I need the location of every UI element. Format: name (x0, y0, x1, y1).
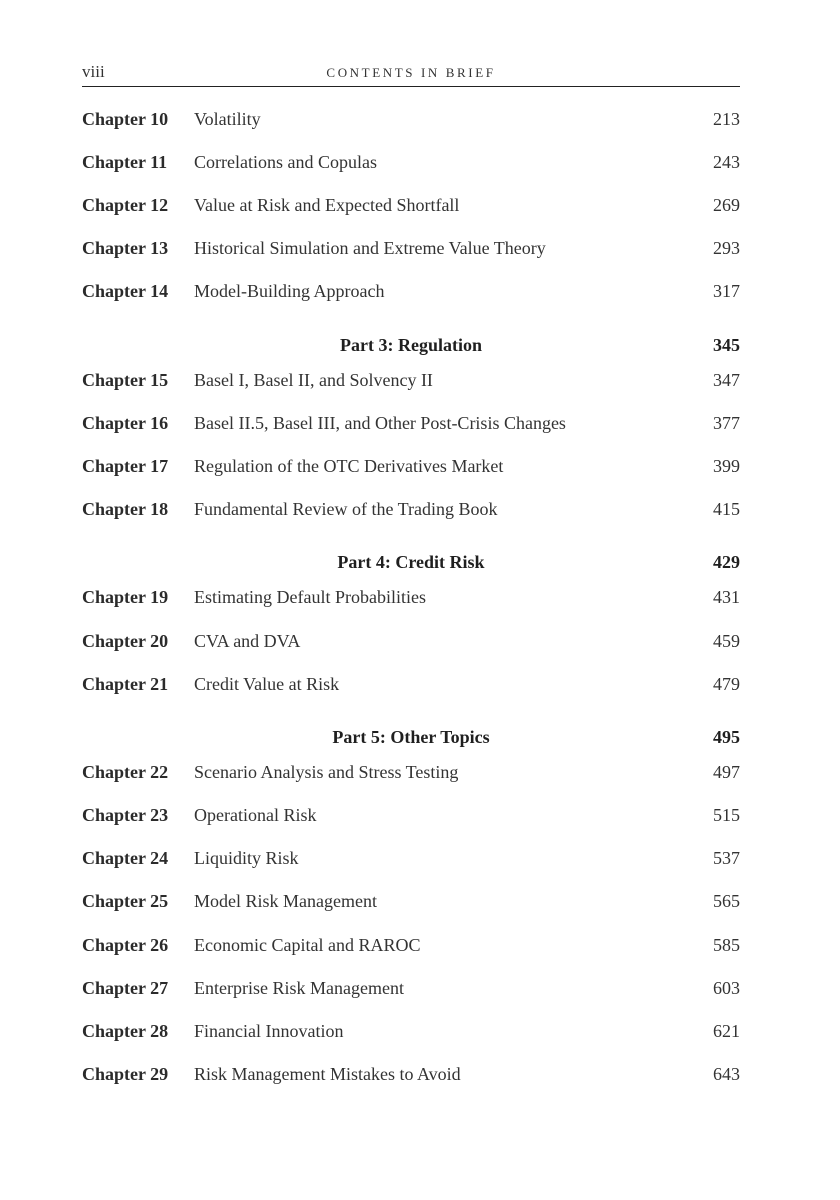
chapter-entry (82, 150, 740, 174)
chapter-entry (82, 760, 740, 784)
chapter-title: Credit Value at Risk (194, 674, 340, 694)
chapter-label: Chapter 22 (82, 762, 169, 782)
part-title: Part 3: Regulation (340, 335, 482, 355)
chapter-title: Liquidity Risk (194, 848, 299, 868)
part-page-number: 345 (713, 335, 740, 355)
chapter-page-number: 269 (713, 195, 740, 215)
chapter-label: Chapter 15 (82, 370, 169, 390)
chapter-label: Chapter 27 (82, 978, 169, 998)
chapter-title: Correlations and Copulas (194, 152, 377, 172)
chapter-entry (82, 497, 740, 521)
chapter-title: Risk Management Mistakes to Avoid (194, 1064, 461, 1084)
chapter-page-number: 537 (713, 848, 740, 868)
chapter-title: Operational Risk (194, 805, 317, 825)
chapter-label: Chapter 14 (82, 281, 169, 301)
chapter-title: Regulation of the OTC Derivatives Market (194, 456, 504, 476)
chapter-entry (82, 846, 740, 870)
chapter-title: Volatility (194, 109, 261, 129)
chapter-label: Chapter 10 (82, 109, 169, 129)
chapter-label: Chapter 29 (82, 1064, 169, 1084)
chapter-label: Chapter 13 (82, 238, 169, 258)
chapter-entry (82, 193, 740, 217)
chapter-entry (82, 454, 740, 478)
chapter-title: Estimating Default Probabilities (194, 587, 426, 607)
chapter-page-number: 377 (713, 413, 740, 433)
chapter-page-number: 293 (713, 238, 740, 258)
chapter-entry (82, 933, 740, 957)
chapter-entry (82, 107, 740, 131)
page-number: viii (82, 62, 105, 81)
chapter-label: Chapter 20 (82, 631, 169, 651)
part-title: Part 4: Credit Risk (337, 552, 485, 572)
chapter-page-number: 243 (713, 152, 740, 172)
chapter-label: Chapter 16 (82, 413, 169, 433)
part-page-number: 495 (713, 727, 740, 747)
chapter-entry (82, 279, 740, 303)
chapter-title: CVA and DVA (194, 631, 301, 651)
chapter-title: Financial Innovation (194, 1021, 344, 1041)
chapter-title: Basel II.5, Basel III, and Other Post-Crisis Changes (194, 413, 566, 433)
chapter-page-number: 317 (713, 281, 740, 301)
chapter-title: Economic Capital and RAROC (194, 935, 421, 955)
chapter-title: Fundamental Review of the Trading Book (194, 499, 498, 519)
part-title: Part 5: Other Topics (332, 727, 490, 747)
chapter-page-number: 347 (713, 370, 740, 390)
part-heading (82, 333, 740, 357)
chapter-entry (82, 236, 740, 260)
chapter-title: Historical Simulation and Extreme Value Theory (194, 238, 546, 258)
chapter-label: Chapter 18 (82, 499, 169, 519)
chapter-label: Chapter 24 (82, 848, 169, 868)
chapter-page-number: 479 (713, 674, 740, 694)
chapter-page-number: 399 (713, 456, 740, 476)
chapter-label: Chapter 11 (82, 152, 168, 172)
part-page-number: 429 (713, 552, 740, 572)
page-header (82, 62, 740, 87)
chapter-label: Chapter 26 (82, 935, 169, 955)
chapter-entry (82, 976, 740, 1000)
chapter-entry (82, 629, 740, 653)
chapter-label: Chapter 28 (82, 1021, 169, 1041)
chapter-entry (82, 1062, 740, 1086)
chapter-title: Enterprise Risk Management (194, 978, 404, 998)
chapter-label: Chapter 19 (82, 587, 169, 607)
chapter-entry (82, 411, 740, 435)
chapter-entry (82, 368, 740, 392)
chapter-title: Scenario Analysis and Stress Testing (194, 762, 459, 782)
chapter-page-number: 415 (713, 499, 740, 519)
chapter-entry (82, 1019, 740, 1043)
chapter-page-number: 213 (713, 109, 740, 129)
chapter-page-number: 515 (713, 805, 740, 825)
chapter-title: Model-Building Approach (194, 281, 385, 301)
chapter-page-number: 621 (713, 1021, 740, 1041)
chapter-entry (82, 585, 740, 609)
chapter-label: Chapter 23 (82, 805, 169, 825)
chapter-page-number: 497 (713, 762, 740, 782)
chapter-page-number: 643 (713, 1064, 740, 1084)
part-heading (82, 550, 740, 574)
running-head: CONTENTS IN BRIEF (326, 65, 496, 80)
chapter-label: Chapter 25 (82, 891, 169, 911)
chapter-title: Basel I, Basel II, and Solvency II (194, 370, 433, 390)
chapter-label: Chapter 12 (82, 195, 169, 215)
part-heading (82, 725, 740, 749)
chapter-page-number: 603 (713, 978, 740, 998)
chapter-page-number: 431 (713, 587, 740, 607)
chapter-entry (82, 672, 740, 696)
chapter-entry (82, 889, 740, 913)
chapter-page-number: 585 (713, 935, 740, 955)
chapter-title: Value at Risk and Expected Shortfall (194, 195, 460, 215)
chapter-label: Chapter 17 (82, 456, 169, 476)
chapter-entry (82, 803, 740, 827)
chapter-page-number: 565 (713, 891, 740, 911)
chapter-title: Model Risk Management (194, 891, 377, 911)
chapter-label: Chapter 21 (82, 674, 169, 694)
chapter-page-number: 459 (713, 631, 740, 651)
